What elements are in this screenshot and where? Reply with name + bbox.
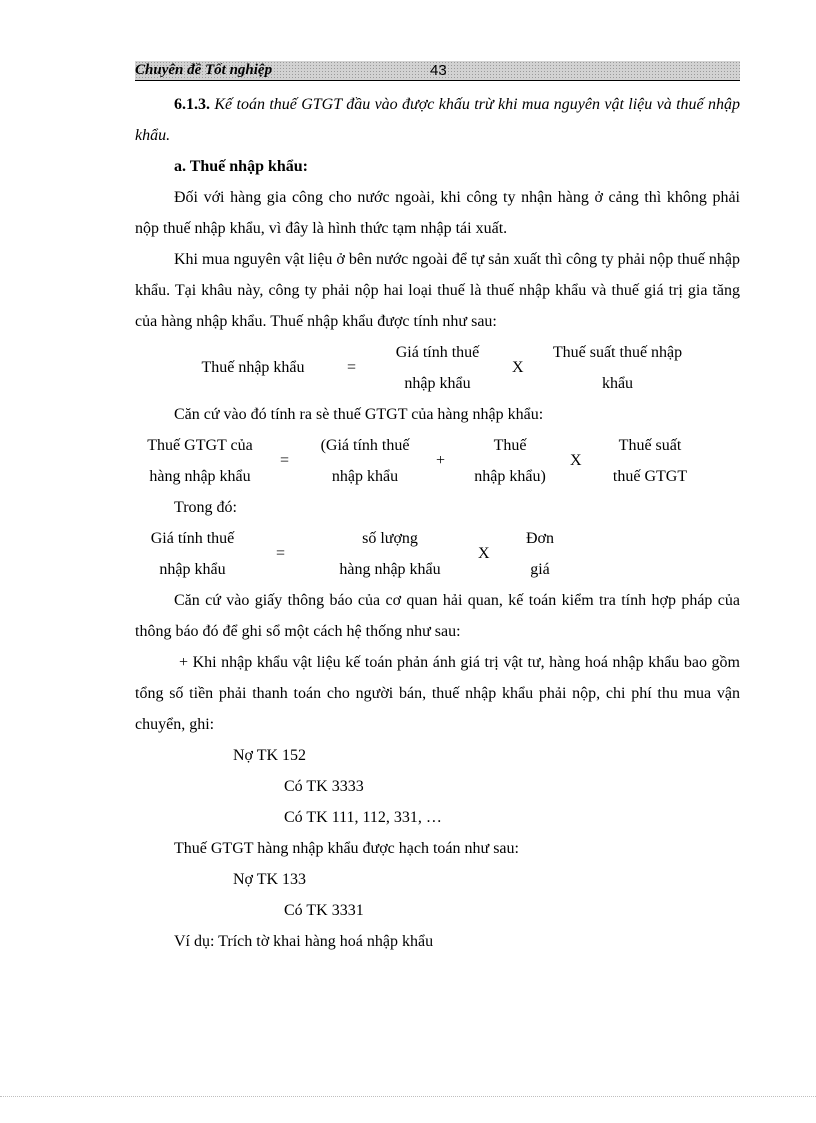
paragraph-1: Đối với hàng gia công cho nước ngoài, khi công ty nhận hàng ở cảng thì không phải nộp thuế nhập khẩu, vì đây là hình thức tạm nhập tái xuất.: [135, 189, 740, 237]
formula3-lhs2: nhập khẩu: [159, 561, 226, 578]
formula2-a2: nhập khẩu: [331, 468, 399, 485]
formula2-c1: Thuế suất: [618, 437, 682, 454]
subheading: a. Thuế nhập khẩu:: [174, 158, 308, 175]
formula2-b2: nhập khẩu): [474, 468, 546, 485]
formula2-lhs1: Thuế GTGT của: [147, 437, 253, 454]
formula2-lhs2: hàng nhập khẩu: [149, 468, 251, 485]
formula1-b2: khẩu: [601, 375, 634, 392]
formula3-a2: hàng nhập khẩu: [339, 561, 441, 578]
formula2-b1: Thuế: [493, 437, 527, 454]
entry-debit-152: Nợ TK 152: [233, 747, 307, 764]
paragraph-2: Khi mua nguyên vật liệu ở bên nước ngoài để tự sản xuất thì công ty phải nộp thuế nhập khẩu. Tại khâu này, công ty phải nộp hai loại thuế là thuế nhập khẩu và thuế giá trị gia tăng của hàng nhập khẩu. Thuế nhập khẩu được tính như sau:: [135, 251, 740, 330]
section-heading: [135, 89, 740, 151]
footer-divider: [0, 1096, 816, 1097]
formula2-times: X: [570, 452, 582, 469]
formula3-b1: Đơn: [525, 530, 554, 547]
page-header: [135, 61, 740, 81]
paragraph-6: + Khi nhập khẩu vật liệu kế toán phản ánh giá trị vật tư, hàng hoá nhập khẩu bao gồm tổng số tiền phải thanh toán cho người bán, thuế nhập khẩu phải nộp, chi phí thu mua vận chuyển, ghi:: [135, 654, 740, 733]
paragraph-8: Ví dụ: Trích tờ khai hàng hoá nhập khẩu: [174, 933, 434, 950]
formula1-equals: =: [347, 359, 357, 376]
formula1-times: X: [512, 359, 524, 376]
formula2-c2: thuế GTGT: [612, 468, 688, 485]
header-title: Chuyên đề Tốt nghiệp: [135, 62, 273, 78]
formula3-a1: số lượng: [362, 530, 418, 547]
formula3-times: X: [478, 545, 490, 562]
formula1-lhs: Thuế nhập khẩu: [201, 359, 305, 376]
paragraph-5: Căn cứ vào giấy thông báo của cơ quan hải quan, kế toán kiểm tra tính hợp pháp của thông báo đó để ghi sổ một cách hệ thống như sau:: [135, 592, 740, 640]
entry-credit-111: Có TK 111, 112, 331, …: [284, 809, 442, 826]
entry-debit-133: Nợ TK 133: [233, 871, 307, 888]
paragraph-3: Căn cứ vào đó tính ra sè thuế GTGT của hàng nhập khẩu:: [174, 406, 544, 423]
section-number: 6.1.3.: [174, 96, 210, 113]
formula2-plus: +: [436, 452, 446, 469]
entry-credit-3331: Có TK 3331: [284, 902, 364, 919]
paragraph-4: Trong đó:: [174, 499, 237, 516]
formula1-a1: Giá tính thuế: [395, 344, 480, 361]
formula3-b2: giá: [530, 561, 550, 578]
paragraph-7: Thuế GTGT hàng nhập khẩu được hạch toán như sau:: [174, 840, 519, 857]
formula2-equals: =: [280, 452, 290, 469]
formula-vat: [135, 430, 740, 492]
formula3-equals: =: [276, 545, 286, 562]
formula1-a2: nhập khẩu: [404, 375, 471, 392]
formula3-lhs1: Giá tính thuế: [150, 530, 235, 547]
formula1-b1: Thuế suất thuế nhập: [552, 344, 683, 361]
document-body: [135, 89, 740, 957]
formula-import-tax: [135, 337, 740, 399]
entry-credit-3333: Có TK 3333: [284, 778, 364, 795]
formula2-a1: (Giá tính thuế: [320, 437, 410, 454]
formula-taxable-value: [135, 523, 740, 585]
page-number: 43: [430, 62, 447, 79]
section-title: Kế toán thuế GTGT đầu vào được khấu trừ khi mua nguyên vật liệu và thuế nhập khẩu.: [135, 96, 741, 144]
